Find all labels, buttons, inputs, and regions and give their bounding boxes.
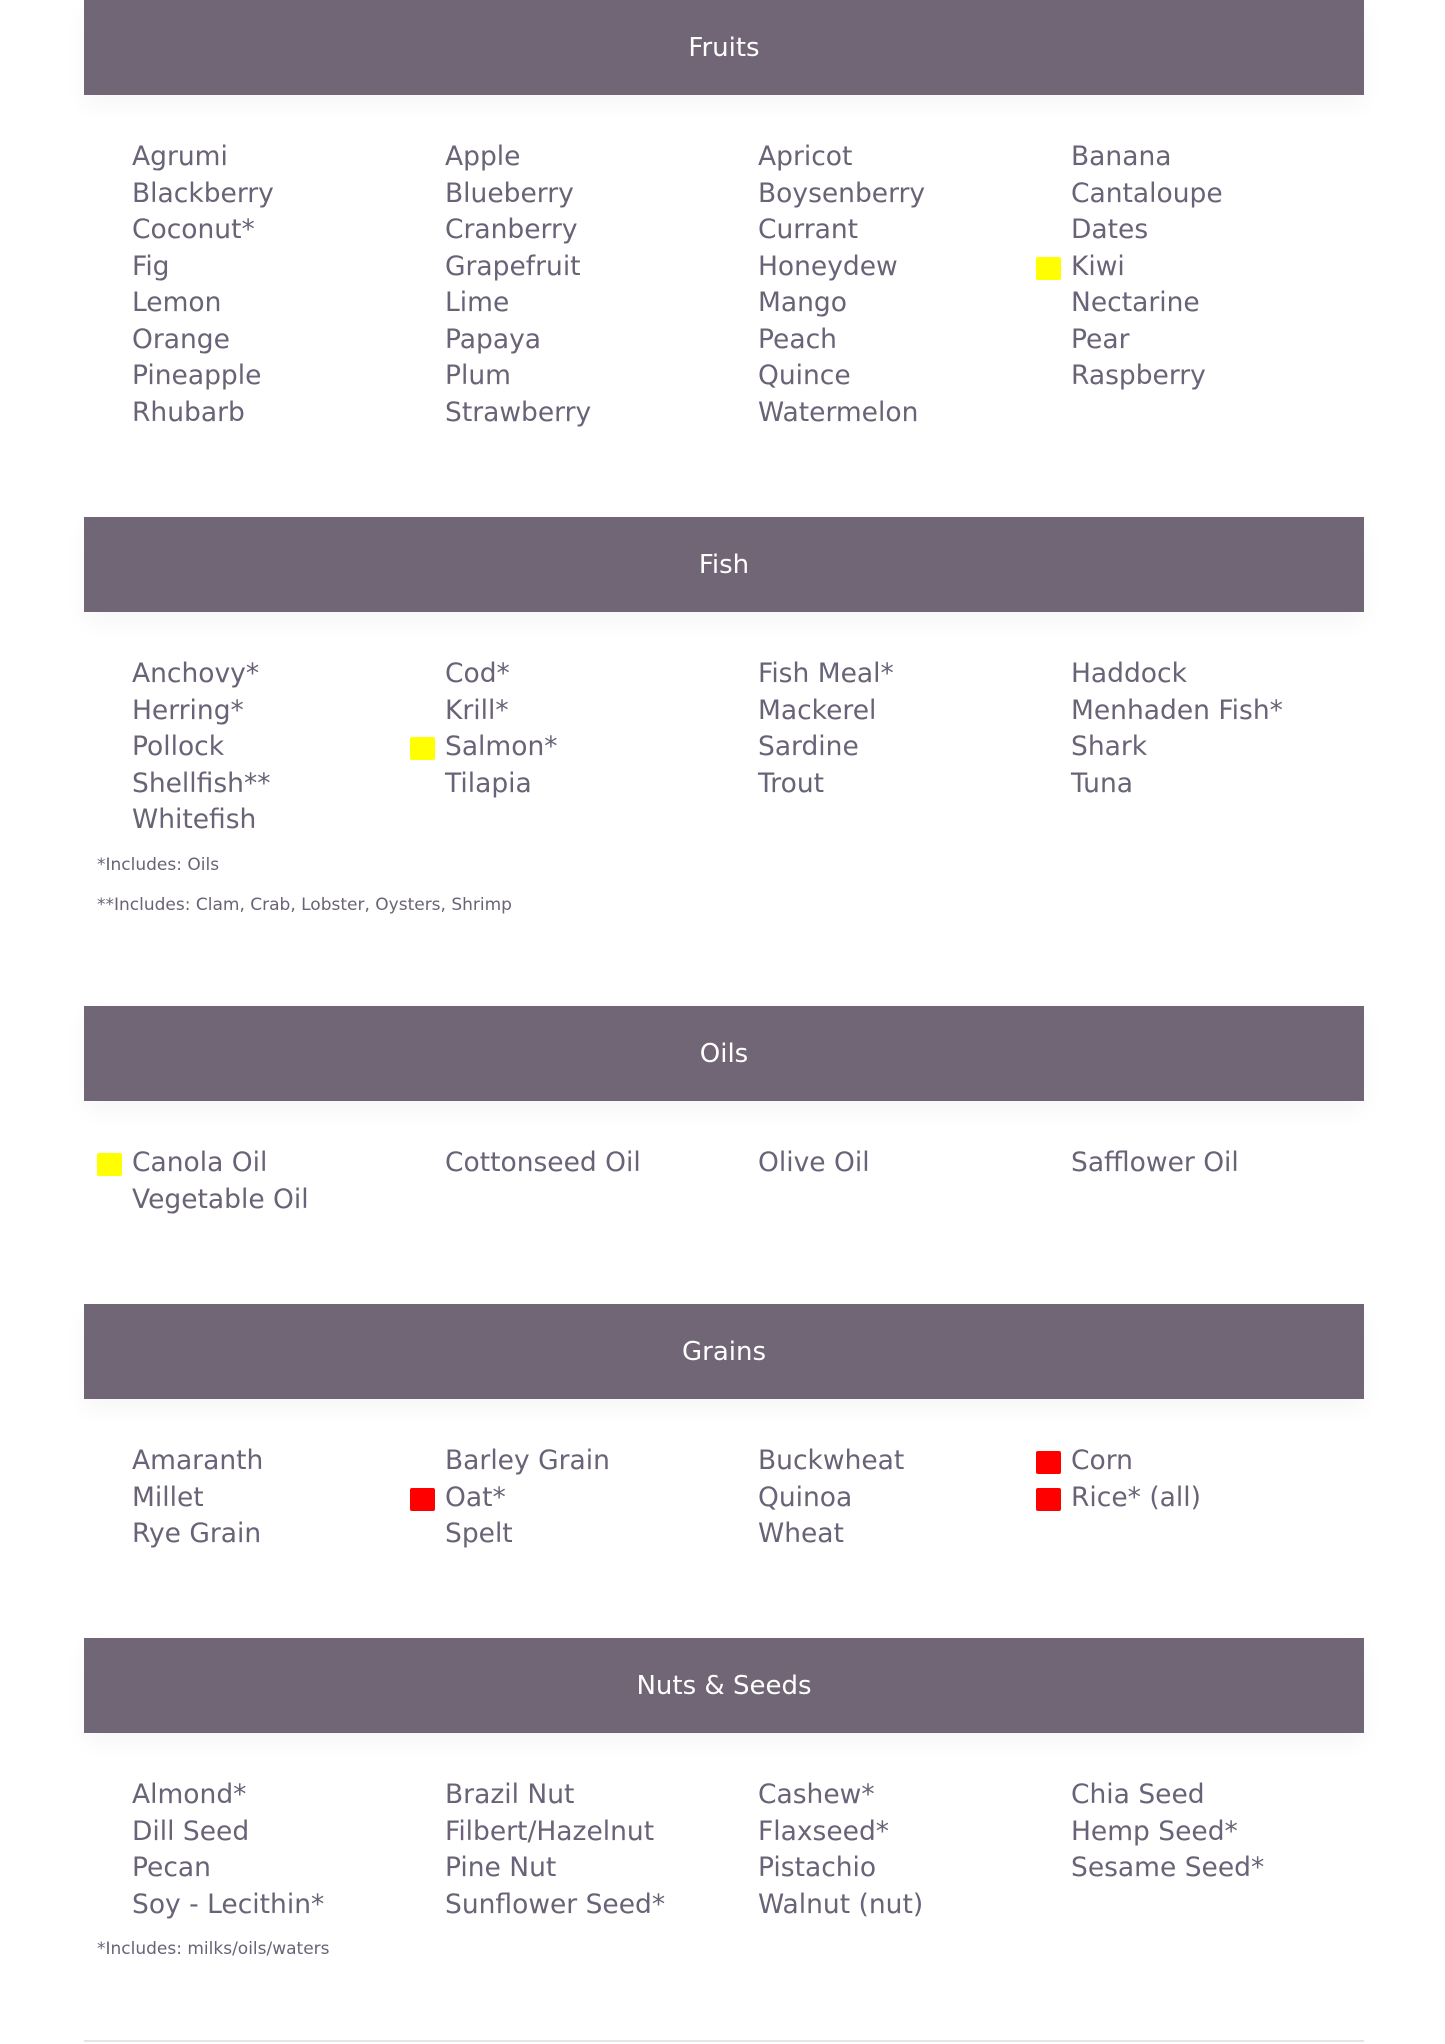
list-item — [132, 358, 445, 395]
list-item — [758, 1850, 1071, 1887]
item-label: Honeydew — [758, 250, 898, 282]
list-item — [132, 1443, 445, 1480]
list-item — [132, 1182, 445, 1219]
list-item — [445, 729, 758, 766]
red-marker-icon — [410, 1488, 435, 1511]
item-label: Trout — [758, 767, 825, 799]
list-item — [758, 693, 1071, 730]
item-label: Krill* — [445, 694, 509, 726]
list-item — [758, 1145, 1071, 1182]
list-item — [132, 1516, 445, 1553]
list-item — [132, 249, 445, 286]
section-title: Fruits — [688, 32, 760, 63]
list-item — [445, 249, 758, 286]
list-item — [758, 1443, 1071, 1480]
item-label: Barley Grain — [445, 1445, 610, 1476]
footnote: **Includes: Clam, Crab, Lobster, Oysters, Shrimp — [97, 894, 512, 915]
item-label: Flaxseed* — [758, 1815, 890, 1847]
section-nuts-seeds — [84, 1638, 1364, 1979]
item-label: Salmon* — [445, 731, 558, 762]
item-label: Sunflower Seed* — [445, 1888, 666, 1920]
item-label: Pineapple — [132, 360, 262, 391]
item-label: Blueberry — [445, 177, 574, 209]
item-label: Haddock — [1071, 658, 1187, 689]
footnote: *Includes: milks/oils/waters — [97, 1939, 330, 1959]
list-item — [445, 1443, 758, 1480]
list-item — [1071, 766, 1384, 803]
item-label: Shark — [1071, 731, 1148, 762]
list-item — [132, 1814, 445, 1851]
item-label: Kiwi — [1071, 250, 1125, 282]
list-item — [445, 139, 758, 176]
item-grid — [132, 1443, 1364, 1553]
list-item — [445, 176, 758, 213]
list-item — [1071, 1850, 1384, 1887]
item-label: Currant — [758, 214, 859, 245]
item-label: Strawberry — [445, 396, 592, 428]
list-item — [1071, 358, 1384, 395]
item-label: Dates — [1071, 214, 1149, 245]
list-item — [445, 395, 758, 432]
section-header-fish — [84, 517, 1364, 612]
item-label: Corn — [1071, 1445, 1133, 1476]
item-label: Olive Oil — [758, 1147, 870, 1178]
item-label: Sardine — [758, 731, 859, 762]
yellow-marker-icon — [97, 1153, 122, 1176]
list-item — [132, 212, 445, 249]
item-label: Dill Seed — [132, 1815, 250, 1847]
list-item — [1071, 1145, 1384, 1182]
item-label: Walnut (nut) — [758, 1888, 924, 1920]
list-item — [1071, 693, 1384, 730]
list-item — [445, 1777, 758, 1814]
item-label: Rhubarb — [132, 396, 245, 428]
list-item — [758, 1480, 1071, 1517]
item-label: Filbert/Hazelnut — [445, 1815, 655, 1847]
list-item — [758, 729, 1071, 766]
item-label: Chia Seed — [1071, 1779, 1205, 1810]
list-item — [445, 1850, 758, 1887]
item-label: Papaya — [445, 323, 542, 355]
list-item — [758, 1887, 1071, 1924]
section-notes — [97, 855, 1364, 935]
list-item — [132, 1777, 445, 1814]
list-item — [1071, 212, 1384, 249]
item-label: Wheat — [758, 1518, 844, 1549]
section-title: Fish — [698, 549, 750, 580]
item-label: Cranberry — [445, 214, 578, 245]
item-label: Pine Nut — [445, 1852, 557, 1883]
list-item — [132, 322, 445, 359]
item-label: Amaranth — [132, 1445, 264, 1476]
list-item — [758, 285, 1071, 322]
item-label: Vegetable Oil — [132, 1183, 309, 1215]
item-label: Rice* (all) — [1071, 1481, 1201, 1513]
item-grid — [132, 656, 1364, 839]
section-oils — [84, 1006, 1364, 1234]
list-item — [758, 766, 1071, 803]
item-label: Apricot — [758, 141, 853, 172]
footnote: *Includes: Oils — [97, 854, 220, 875]
item-label: Whitefish — [132, 804, 257, 835]
list-item — [1071, 729, 1384, 766]
list-item — [445, 212, 758, 249]
section-title: Oils — [699, 1038, 749, 1069]
yellow-marker-icon — [410, 737, 435, 760]
item-label: Rye Grain — [132, 1518, 262, 1549]
list-item — [758, 1777, 1071, 1814]
list-item — [758, 1516, 1071, 1553]
item-label: Buckwheat — [758, 1445, 905, 1476]
list-item — [445, 285, 758, 322]
item-label: Fish Meal* — [758, 658, 894, 689]
item-label: Hemp Seed* — [1071, 1815, 1238, 1847]
item-label: Anchovy* — [132, 658, 260, 689]
item-label: Coconut* — [132, 214, 255, 245]
red-marker-icon — [1036, 1451, 1061, 1474]
item-label: Apple — [445, 141, 521, 172]
section-header-grains — [84, 1304, 1364, 1399]
list-item — [132, 802, 445, 839]
list-item — [758, 139, 1071, 176]
section-header-oils — [84, 1006, 1364, 1101]
list-item — [1071, 656, 1384, 693]
list-item — [132, 139, 445, 176]
list-item — [1071, 322, 1384, 359]
section-title: Nuts & Seeds — [636, 1670, 812, 1701]
item-label: Safflower Oil — [1071, 1147, 1239, 1178]
item-label: Tuna — [1071, 767, 1133, 799]
section-title: Grains — [681, 1336, 767, 1367]
item-label: Canola Oil — [132, 1147, 268, 1178]
list-item — [1071, 285, 1384, 322]
list-item — [132, 656, 445, 693]
section-fish — [84, 517, 1364, 935]
item-label: Mackerel — [758, 694, 877, 726]
item-label: Peach — [758, 323, 837, 355]
item-label: Lemon — [132, 287, 222, 318]
item-grid — [132, 139, 1364, 431]
list-item — [445, 1814, 758, 1851]
list-item — [132, 1850, 445, 1887]
section-grains — [84, 1304, 1364, 1569]
list-item — [1071, 1777, 1384, 1814]
section-header-nuts-seeds — [84, 1638, 1364, 1733]
item-label: Tilapia — [445, 767, 532, 799]
item-label: Spelt — [445, 1518, 513, 1549]
item-label: Blackberry — [132, 177, 274, 209]
section-header-fruits — [84, 0, 1364, 95]
list-item — [132, 1887, 445, 1924]
list-item — [445, 766, 758, 803]
item-label: Quinoa — [758, 1481, 853, 1513]
list-item — [758, 358, 1071, 395]
item-label: Nectarine — [1071, 287, 1200, 318]
list-item — [132, 766, 445, 803]
bottom-divider — [84, 2040, 1364, 2042]
item-label: Millet — [132, 1481, 204, 1513]
section-fruits — [84, 0, 1364, 447]
list-item — [132, 729, 445, 766]
item-label: Pollock — [132, 731, 225, 762]
list-item — [1071, 139, 1384, 176]
list-item — [758, 395, 1071, 432]
list-item — [758, 322, 1071, 359]
list-item — [758, 212, 1071, 249]
item-label: Pistachio — [758, 1852, 877, 1883]
list-item — [445, 322, 758, 359]
item-label: Menhaden Fish* — [1071, 694, 1283, 726]
item-label: Plum — [445, 360, 511, 391]
list-item — [758, 176, 1071, 213]
item-label: Cod* — [445, 658, 510, 689]
item-label: Raspberry — [1071, 360, 1206, 391]
list-item — [132, 176, 445, 213]
item-label: Quince — [758, 360, 851, 391]
list-item — [1071, 176, 1384, 213]
list-item — [758, 656, 1071, 693]
item-label: Cantaloupe — [1071, 177, 1223, 209]
item-label: Cottonseed Oil — [445, 1147, 641, 1178]
list-item — [1071, 1443, 1384, 1480]
list-item — [1071, 1814, 1384, 1851]
item-label: Brazil Nut — [445, 1779, 575, 1810]
list-item — [132, 285, 445, 322]
list-item — [758, 1814, 1071, 1851]
item-label: Pecan — [132, 1852, 211, 1883]
list-item — [1071, 249, 1384, 286]
list-item — [445, 656, 758, 693]
item-label: Agrumi — [132, 141, 228, 172]
item-label: Herring* — [132, 694, 244, 726]
item-label: Lime — [445, 287, 510, 318]
list-item — [132, 693, 445, 730]
list-item — [758, 249, 1071, 286]
list-item — [1071, 1480, 1384, 1517]
list-item — [445, 1480, 758, 1517]
item-label: Grapefruit — [445, 250, 581, 282]
item-grid — [132, 1777, 1364, 1923]
list-item — [445, 693, 758, 730]
item-label: Sesame Seed* — [1071, 1852, 1265, 1883]
yellow-marker-icon — [1036, 257, 1061, 280]
item-label: Banana — [1071, 141, 1172, 172]
list-item — [445, 1145, 758, 1182]
list-item — [445, 1516, 758, 1553]
list-item — [445, 1887, 758, 1924]
item-label: Orange — [132, 323, 230, 355]
list-item — [445, 358, 758, 395]
section-notes — [97, 1939, 1364, 1979]
item-label: Fig — [132, 250, 170, 282]
list-item — [132, 395, 445, 432]
item-label: Cashew* — [758, 1779, 875, 1810]
red-marker-icon — [1036, 1488, 1061, 1511]
list-item — [132, 1145, 445, 1182]
item-label: Almond* — [132, 1779, 247, 1810]
item-label: Shellfish** — [132, 767, 271, 799]
item-grid — [132, 1145, 1364, 1218]
item-label: Oat* — [445, 1481, 506, 1513]
item-label: Soy - Lecithin* — [132, 1888, 325, 1920]
item-label: Mango — [758, 287, 847, 318]
item-label: Pear — [1071, 323, 1130, 355]
item-label: Watermelon — [758, 396, 919, 428]
item-label: Boysenberry — [758, 177, 926, 209]
list-item — [132, 1480, 445, 1517]
